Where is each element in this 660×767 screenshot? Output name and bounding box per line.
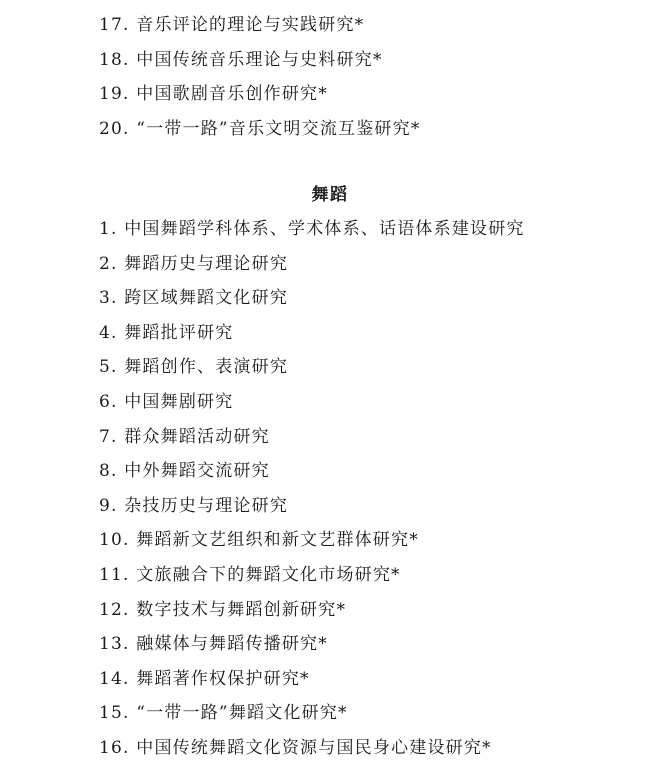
list-item: 15. “一带一路”舞蹈文化研究* bbox=[99, 703, 348, 724]
list-item: 5. 舞蹈创作、表演研究 bbox=[99, 357, 289, 378]
dance-topic-list bbox=[99, 212, 525, 766]
list-item: 18. 中国传统音乐理论与史料研究* bbox=[99, 49, 383, 70]
list-item: 8. 中外舞蹈交流研究 bbox=[99, 461, 270, 482]
list-item: 2. 舞蹈历史与理论研究 bbox=[99, 253, 289, 274]
list-item: 12. 数字技术与舞蹈创新研究* bbox=[99, 599, 347, 620]
list-item: 16. 中国传统舞蹈文化资源与国民身心建设研究* bbox=[99, 737, 492, 758]
list-item: 14. 舞蹈著作权保护研究* bbox=[99, 668, 310, 689]
list-item: 9. 杂技历史与理论研究 bbox=[99, 495, 289, 516]
music-topic-list bbox=[99, 8, 421, 146]
list-item: 1. 中国舞蹈学科体系、学术体系、话语体系建设研究 bbox=[99, 219, 525, 239]
section-heading-dance: 舞蹈 bbox=[311, 185, 349, 205]
list-item: 7. 群众舞蹈活动研究 bbox=[99, 426, 270, 447]
list-item: 11. 文旅融合下的舞蹈文化市场研究* bbox=[99, 564, 401, 585]
list-item: 4. 舞蹈批评研究 bbox=[99, 322, 234, 343]
list-item: 3. 跨区域舞蹈文化研究 bbox=[99, 288, 289, 309]
list-item: 20. “一带一路”音乐文明交流互鉴研究* bbox=[99, 118, 421, 139]
list-item: 6. 中国舞剧研究 bbox=[99, 391, 234, 412]
list-item: 19. 中国歌剧音乐创作研究* bbox=[99, 84, 328, 105]
list-item: 17. 音乐评论的理论与实践研究* bbox=[99, 15, 365, 35]
list-item: 10. 舞蹈新文艺组织和新文艺群体研究* bbox=[99, 530, 419, 551]
list-item: 13. 融媒体与舞蹈传播研究* bbox=[99, 634, 328, 655]
